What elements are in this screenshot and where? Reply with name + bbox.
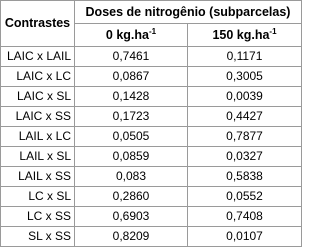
value-dose-0: 0,0505 <box>75 127 188 147</box>
value-dose-150: 0,5838 <box>188 167 302 187</box>
contrast-label: LC x SL <box>1 187 75 207</box>
value-dose-150: 0,0552 <box>188 187 302 207</box>
contrast-label: LAIC x LC <box>1 67 75 87</box>
header-dose-150-label: 150 kg.ha <box>212 28 270 42</box>
contrast-label: LAIC x SS <box>1 107 75 127</box>
value-dose-150: 0,0039 <box>188 87 302 107</box>
value-dose-0: 0,1428 <box>75 87 188 107</box>
table-row <box>1 187 302 207</box>
contrast-label: LC x SS <box>1 207 75 227</box>
value-dose-150: 0,4427 <box>188 107 302 127</box>
table-row <box>1 107 302 127</box>
value-dose-150: 0,7408 <box>188 207 302 227</box>
contrast-label: LAIL x SS <box>1 167 75 187</box>
table-row <box>1 167 302 187</box>
contrast-label: SL x SS <box>1 227 75 247</box>
value-dose-0: 0,0859 <box>75 147 188 167</box>
value-dose-0: 0,083 <box>75 167 188 187</box>
header-doses-nitrogenio: Doses de nitrogênio (subparcelas) <box>75 1 302 24</box>
value-dose-150: 0,3005 <box>188 67 302 87</box>
contrast-label: LAIC x SL <box>1 87 75 107</box>
header-dose-0 <box>75 24 188 47</box>
value-dose-0: 0,8209 <box>75 227 188 247</box>
table-row <box>1 67 302 87</box>
value-dose-0: 0,2860 <box>75 187 188 207</box>
header-contrastes: Contrastes <box>1 1 75 47</box>
table-row <box>1 127 302 147</box>
table-row <box>1 147 302 167</box>
value-dose-150: 0,0327 <box>188 147 302 167</box>
table-row <box>1 47 302 67</box>
header-dose-150 <box>188 24 302 47</box>
value-dose-0: 0,7461 <box>75 47 188 67</box>
contrast-label: LAIL x SL <box>1 147 75 167</box>
contrast-label: LAIL x LC <box>1 127 75 147</box>
value-dose-150: 0,1171 <box>188 47 302 67</box>
value-dose-0: 0,6903 <box>75 207 188 227</box>
table-row <box>1 87 302 107</box>
table-row <box>1 207 302 227</box>
header-dose-0-exponent: -1 <box>148 27 157 36</box>
value-dose-0: 0,0867 <box>75 67 188 87</box>
value-dose-0: 0,1723 <box>75 107 188 127</box>
contrast-label: LAIC x LAIL <box>1 47 75 67</box>
value-dose-150: 0,0107 <box>188 227 302 247</box>
value-dose-150: 0,7877 <box>188 127 302 147</box>
header-dose-150-exponent: -1 <box>269 27 277 36</box>
header-dose-0-label: 0 kg.ha <box>105 28 149 42</box>
